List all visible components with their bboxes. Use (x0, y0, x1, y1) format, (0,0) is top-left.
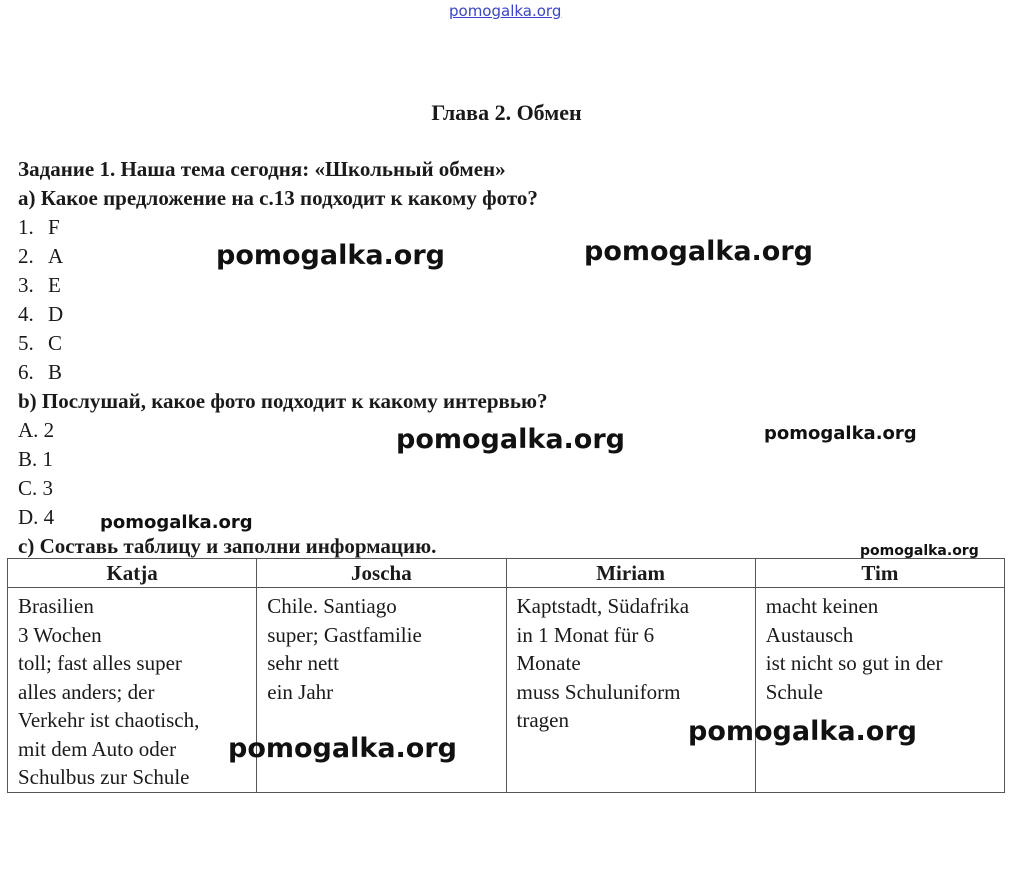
cell-line: Schule (765, 679, 823, 704)
exchange-table (7, 558, 1005, 793)
item-number: 4. (18, 302, 34, 326)
column-header: Joscha (257, 559, 506, 588)
item-value: E (48, 273, 61, 297)
item-number: 5. (18, 331, 34, 355)
cell-line: super; Gastfamilie (267, 622, 422, 647)
watermark: pomogalka.org (584, 236, 813, 267)
cell-line: muss Schuluniform (516, 679, 681, 704)
part-c-heading: с) Составь таблицу и заполни информацию. (18, 534, 437, 558)
table-cell-katja (8, 588, 257, 793)
cell-line: tragen (516, 708, 569, 732)
item-number: 3. (18, 273, 34, 297)
watermark: pomogalka.org (216, 240, 445, 271)
table-row (8, 588, 1005, 793)
column-header: Katja (8, 559, 257, 588)
cell-line: alles anders; der (18, 679, 155, 704)
watermark: pomogalka.org (100, 512, 253, 533)
cell-line: Chile. Santiago (267, 594, 397, 618)
cell-line: Brasilien (18, 594, 94, 618)
watermark: pomogalka.org (688, 716, 917, 747)
table-cell-miriam (506, 588, 755, 793)
list-item: C. 3 (18, 476, 54, 500)
part-b-heading: b) Послушай, какое фото подходит к какому интервью? (18, 389, 548, 413)
column-header: Tim (755, 559, 1004, 588)
list-item (18, 244, 63, 269)
item-number: 6. (18, 360, 34, 384)
watermark: pomogalka.org (396, 424, 625, 455)
cell-line: macht keinen (765, 594, 879, 618)
list-item (18, 273, 61, 298)
watermark: pomogalka.org (860, 543, 979, 559)
cell-line: Schulbus zur Schule (18, 765, 190, 789)
cell-line: sehr nett (267, 651, 339, 675)
list-item: D. 4 (18, 505, 55, 529)
cell-line: Austausch (765, 622, 854, 647)
item-value: D (48, 302, 64, 326)
column-header: Miriam (506, 559, 755, 588)
chapter-title: Глава 2. Обмен (431, 100, 582, 125)
watermark-link[interactable]: pomogalka.org (449, 2, 562, 20)
part-a-heading: а) Какое предложение на с.13 подходит к какому фото? (18, 186, 538, 210)
cell-line: ist nicht so gut in der (765, 651, 943, 675)
cell-line: 3 Wochen (18, 622, 102, 647)
list-item: B. 1 (18, 447, 54, 471)
watermark: pomogalka.org (764, 423, 917, 444)
cell-line: Monate (516, 651, 581, 675)
list-item: A. 2 (18, 418, 55, 442)
cell-line: ein Jahr (267, 679, 334, 704)
item-number: 1. (18, 215, 34, 239)
table-cell-tim (755, 588, 1004, 793)
list-item (18, 360, 62, 385)
cell-line: Verkehr ist chaotisch, (18, 708, 200, 732)
table-header-row (8, 559, 1005, 588)
cell-line: Kaptstadt, Südafrika (516, 594, 690, 618)
item-value: A (48, 244, 64, 268)
list-item (18, 302, 63, 327)
item-number: 2. (18, 244, 34, 268)
item-value: C (48, 331, 63, 355)
cell-line: mit dem Auto oder (18, 736, 177, 761)
task-heading: Задание 1. Наша тема сегодня: «Школьный обмен» (18, 157, 506, 181)
cell-line: in 1 Monat für 6 (516, 622, 655, 647)
item-value: F (48, 215, 60, 239)
list-item (18, 215, 60, 240)
cell-line: toll; fast alles super (18, 651, 182, 675)
list-item (18, 331, 62, 356)
item-value: B (48, 360, 63, 384)
watermark: pomogalka.org (228, 733, 457, 764)
